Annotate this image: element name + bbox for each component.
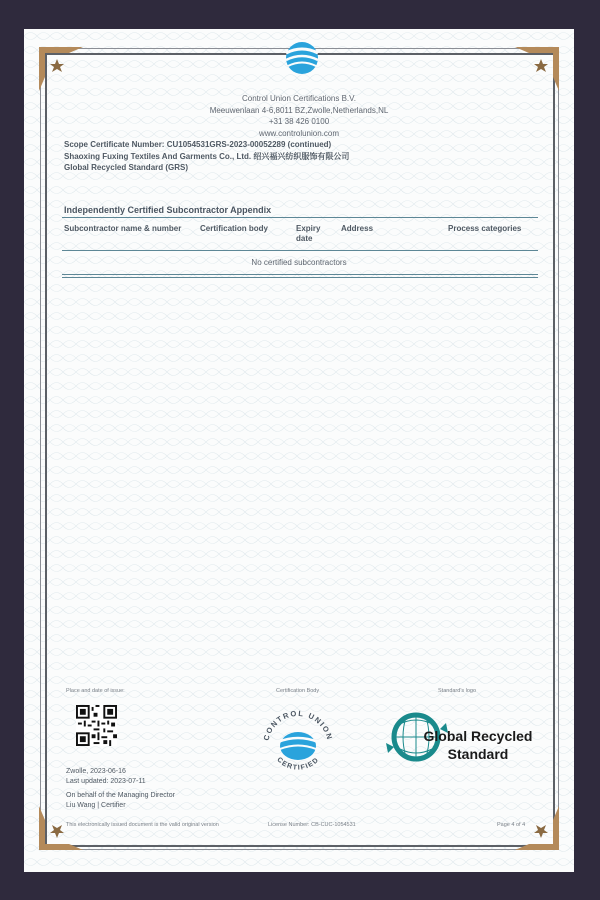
signature-block: [66, 767, 175, 811]
table-top-rule: [62, 217, 538, 218]
scope-block: [64, 139, 349, 174]
column-header-certification-body: Certification body: [200, 224, 269, 233]
issuer-website: www.controlunion.com: [258, 128, 340, 138]
corner-ornament-icon: [39, 806, 83, 850]
corner-ornament-icon: [515, 47, 559, 91]
table-bottom-rule: [62, 274, 538, 275]
license-number: License Number: CB-CUC-1054531: [268, 822, 356, 828]
seal-top-text: CONTROL UNION: [261, 708, 335, 742]
column-header-expiry-date: Expiry date: [296, 224, 321, 243]
seal-bottom-text: CERTIFIED: [275, 756, 321, 772]
place-date-label: Place and date of issue:: [66, 688, 125, 694]
issuer-address: Meeuwenlaan 4-6,8011 BZ,Zwolle,Netherlands,NL: [209, 105, 389, 115]
appendix-title: Independently Certified Subcontractor Appendix: [64, 205, 272, 215]
standard-name: Global Recycled Standard (GRS): [64, 163, 189, 172]
control-union-logo-icon: [284, 41, 320, 75]
issuer-name: Control Union Certifications B.V.: [242, 94, 356, 103]
column-header-subcontractor: Subcontractor name & number: [64, 224, 182, 233]
grs-logo-icon: [382, 707, 538, 777]
certification-body-label: Certification Body: [276, 688, 320, 694]
page-number: Page 4 of 4: [497, 822, 526, 828]
corner-ornament-icon: [515, 806, 559, 850]
column-header-address: Address: [341, 224, 374, 233]
grs-line1: Global Recycled: [423, 728, 533, 744]
table-bottom-rule-2: [62, 277, 538, 278]
issuer-block: [24, 93, 574, 139]
issuer-phone: +31 38 426 0100: [268, 117, 330, 126]
corner-ornament-icon: [39, 47, 83, 91]
certificate-number: Scope Certificate Number: CU1054531GRS-2023-00052289 (continued): [64, 140, 332, 149]
grs-line2: Standard: [447, 746, 509, 762]
last-updated: Last updated: 2023-07-11: [66, 778, 146, 785]
place-date: Zwolle, 2023-06-16: [66, 768, 126, 775]
validity-note: This electronically issued document is the valid original version: [66, 822, 219, 828]
table-header-rule: [62, 250, 538, 251]
qr-code-icon[interactable]: [76, 705, 117, 746]
standard-logo-label: Standard's logo: [438, 688, 477, 694]
empty-table-message: No certified subcontractors: [251, 258, 347, 267]
on-behalf-text: On behalf of the Managing Director: [66, 792, 175, 799]
column-header-process-categories: Process categories: [448, 224, 522, 233]
company-name: Shaoxing Fuxing Textiles And Garments Co., Ltd. 绍兴福兴纺织服饰有限公司: [64, 151, 350, 161]
control-union-seal-icon: [256, 702, 340, 786]
certificate-page: [24, 29, 574, 872]
signer-name: Liu Wang | Certifier: [66, 802, 126, 809]
